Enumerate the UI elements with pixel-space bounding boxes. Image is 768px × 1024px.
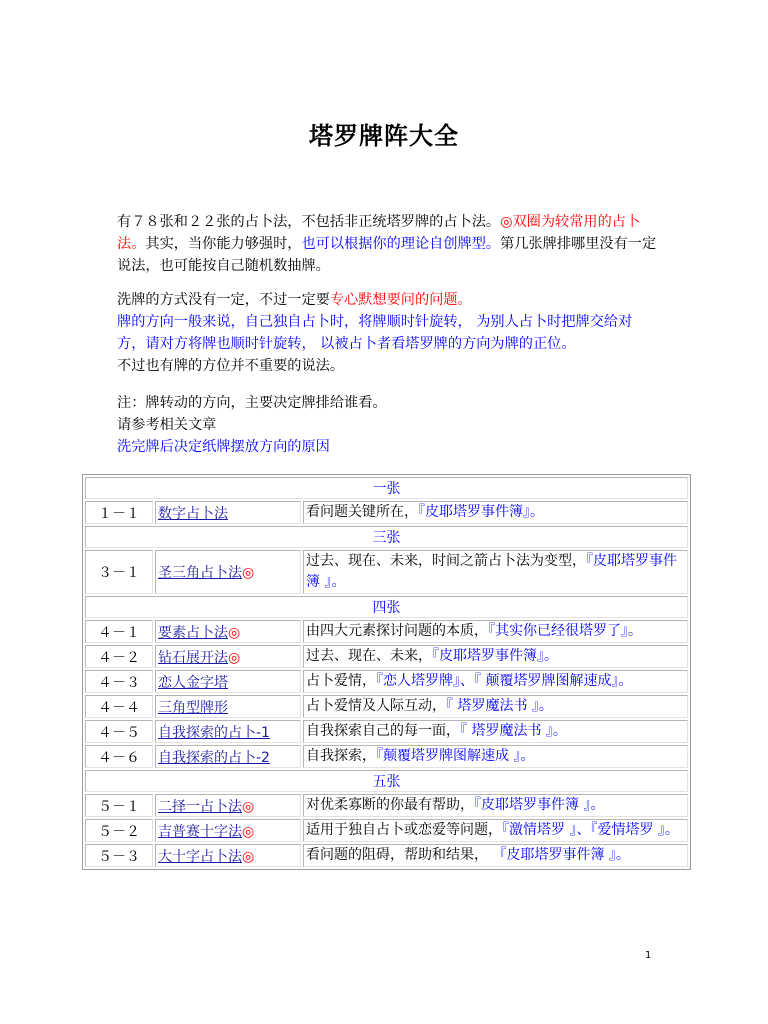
table-row [85,844,688,867]
spread-description [303,501,688,524]
table-row [85,620,688,643]
spread-name-cell [155,819,301,842]
spread-number: ３－１ [85,550,153,594]
section-header-row [85,526,688,548]
intro-p2-segment: 专心默想要问的问题。 [329,292,472,308]
spread-name-link[interactable]: 自我探索的占卜-2 [158,749,270,766]
spread-description [303,720,688,743]
spread-table [82,474,691,870]
spread-name-cell [155,670,301,693]
spread-number: ４－２ [85,645,153,668]
intro-paragraph-2 [117,289,657,377]
common-use-mark: ◎ [242,823,255,840]
spread-name-link[interactable]: 圣三角占卜法 [158,565,242,581]
spread-description [303,695,688,718]
intro-p1-segment: 第几张牌排哪里没有一定说法，也可能按自己随机数抽牌。 [117,236,657,274]
book-reference: 『恋人塔罗牌』、『 颠覆塔罗牌图解速成』。 [376,673,633,689]
description-text: 对优柔寡断的你最有帮助， [306,797,474,813]
spread-number: ４－５ [85,720,153,743]
description-text: 看问题关键所在， [306,504,418,520]
spread-name-link[interactable]: 吉普赛十字法 [158,823,242,840]
spread-name-cell [155,844,301,867]
table-row [85,645,688,668]
spread-name-cell [155,745,301,768]
intro-p2-segment: 牌的方向一般来说，自己独自占卜时，将牌顺时针旋转， 为别人占卜时把牌交给对方，请对方将牌也顺时针旋转， 以被占卜者看塔罗牌的方向为牌的正位。 [117,314,633,352]
table-row [85,695,688,718]
spread-name-link[interactable]: 自我探索的占卜-1 [158,724,270,741]
spread-name-link[interactable]: 二择一占卜法 [158,798,242,815]
spread-number: ５－３ [85,844,153,867]
spread-name-link[interactable]: 钻石展开法 [158,649,228,666]
book-reference: 『皮耶塔罗事件簿』。 [418,504,544,520]
description-text: 自我探索自己的每一面， [306,723,460,739]
spread-number: ４－４ [85,695,153,718]
related-article-link[interactable]: 洗完牌后决定纸牌摆放方向的原因 [117,439,330,455]
description-text: 过去、现在、未来，时间之箭占卜法为变型， [306,553,586,569]
table-row [85,745,688,768]
intro-p1-segment: 有７８张和２２张的占卜法，不包括非正统塔罗牌的占卜法。 [117,214,501,230]
spread-name-cell [155,645,301,668]
section-header: 五张 [85,770,688,792]
page-title: 塔罗牌阵大全 [309,122,459,150]
description-text: 看问题的阻碍，帮助和结果， [306,847,488,863]
description-text: 自我探索， [306,748,376,764]
spread-description [303,844,688,867]
book-reference: 『激情塔罗 』、『爱情塔罗 』。 [502,822,679,838]
common-use-mark: ◎ [242,565,255,581]
book-reference: 『皮耶塔罗事件簿』。 [432,648,558,664]
section-header-row [85,477,688,499]
reference-line: 请参考相关文章 [117,417,217,433]
spread-name-cell [155,695,301,718]
section-header: 一张 [85,477,688,499]
section-header: 三张 [85,526,688,548]
section-header-row [85,596,688,618]
intro-p2-segment: 洗牌的方式没有一定，不过一定要 [117,292,330,308]
spread-name-cell [155,501,301,524]
spread-number: ５－２ [85,819,153,842]
common-use-mark: ◎ [228,649,241,666]
intro-p1-segment: 其实，当你能力够强时， [145,236,302,252]
spread-description [303,620,688,643]
description-text: 过去、现在、未来， [306,648,432,664]
description-text: 适用于独自占卜或恋爱等问题， [306,822,502,838]
spread-number: ４－１ [85,620,153,643]
table-row [85,501,688,524]
book-reference: 『皮耶塔罗事件簿 』。 [474,797,605,813]
spread-description [303,745,688,768]
page-number: 1 [645,950,652,961]
intro-p2-segment: 不过也有牌的方位并不重要的说法。 [117,358,345,374]
book-reference: 『 塔罗魔法书 』。 [460,723,567,739]
book-reference: 『皮耶塔罗事件簿 』。 [306,553,677,590]
spread-description [303,794,688,817]
intro-p1-segment: 也可以根据你的理论自创牌型。 [301,236,501,252]
description-text: 占卜爱情及人际互动， [306,698,446,714]
spread-description [303,670,688,693]
intro-paragraph-1 [117,211,657,277]
spread-name-cell [155,620,301,643]
description-text: 占卜爱情， [306,673,376,689]
book-reference: 『 塔罗魔法书 』。 [446,698,553,714]
spread-number: ５－１ [85,794,153,817]
spread-name-link[interactable]: 三角型牌形 [158,699,228,716]
spread-name-link[interactable]: 数字占卜法 [158,505,228,522]
book-reference: 『皮耶塔罗事件簿 』。 [488,847,630,863]
common-use-mark: ◎ [228,624,241,641]
spread-name-link[interactable]: 恋人金字塔 [158,674,228,691]
section-header-row [85,770,688,792]
table-row [85,720,688,743]
table-row [85,819,688,842]
description-text: 由四大元素探讨问题的本质， [306,623,488,639]
spread-description [303,819,688,842]
table-row [85,794,688,817]
spread-description [303,645,688,668]
spread-number: ４－３ [85,670,153,693]
spread-number: ４－６ [85,745,153,768]
section-header: 四张 [85,596,688,618]
spread-name-link[interactable]: 要素占卜法 [158,624,228,641]
book-reference: 『颠覆塔罗牌图解速成 』。 [376,748,535,764]
note-line: 注：牌转动的方向，主要决定牌排给谁看。 [117,395,387,411]
spread-name-cell [155,794,301,817]
intro-p1-segment: ◎双圈为较常用的占卜法。 [117,214,641,252]
spread-name-link[interactable]: 大十字占卜法 [158,848,242,865]
book-reference: 『其实你已经很塔罗了』。 [488,623,642,639]
spread-name-cell [155,550,301,594]
table-row [85,550,688,594]
spread-description [303,550,688,594]
table-row [85,670,688,693]
spread-number: １－１ [85,501,153,524]
common-use-mark: ◎ [242,848,255,865]
common-use-mark: ◎ [242,798,255,815]
spread-name-cell [155,720,301,743]
intro-paragraph-3 [117,392,657,458]
